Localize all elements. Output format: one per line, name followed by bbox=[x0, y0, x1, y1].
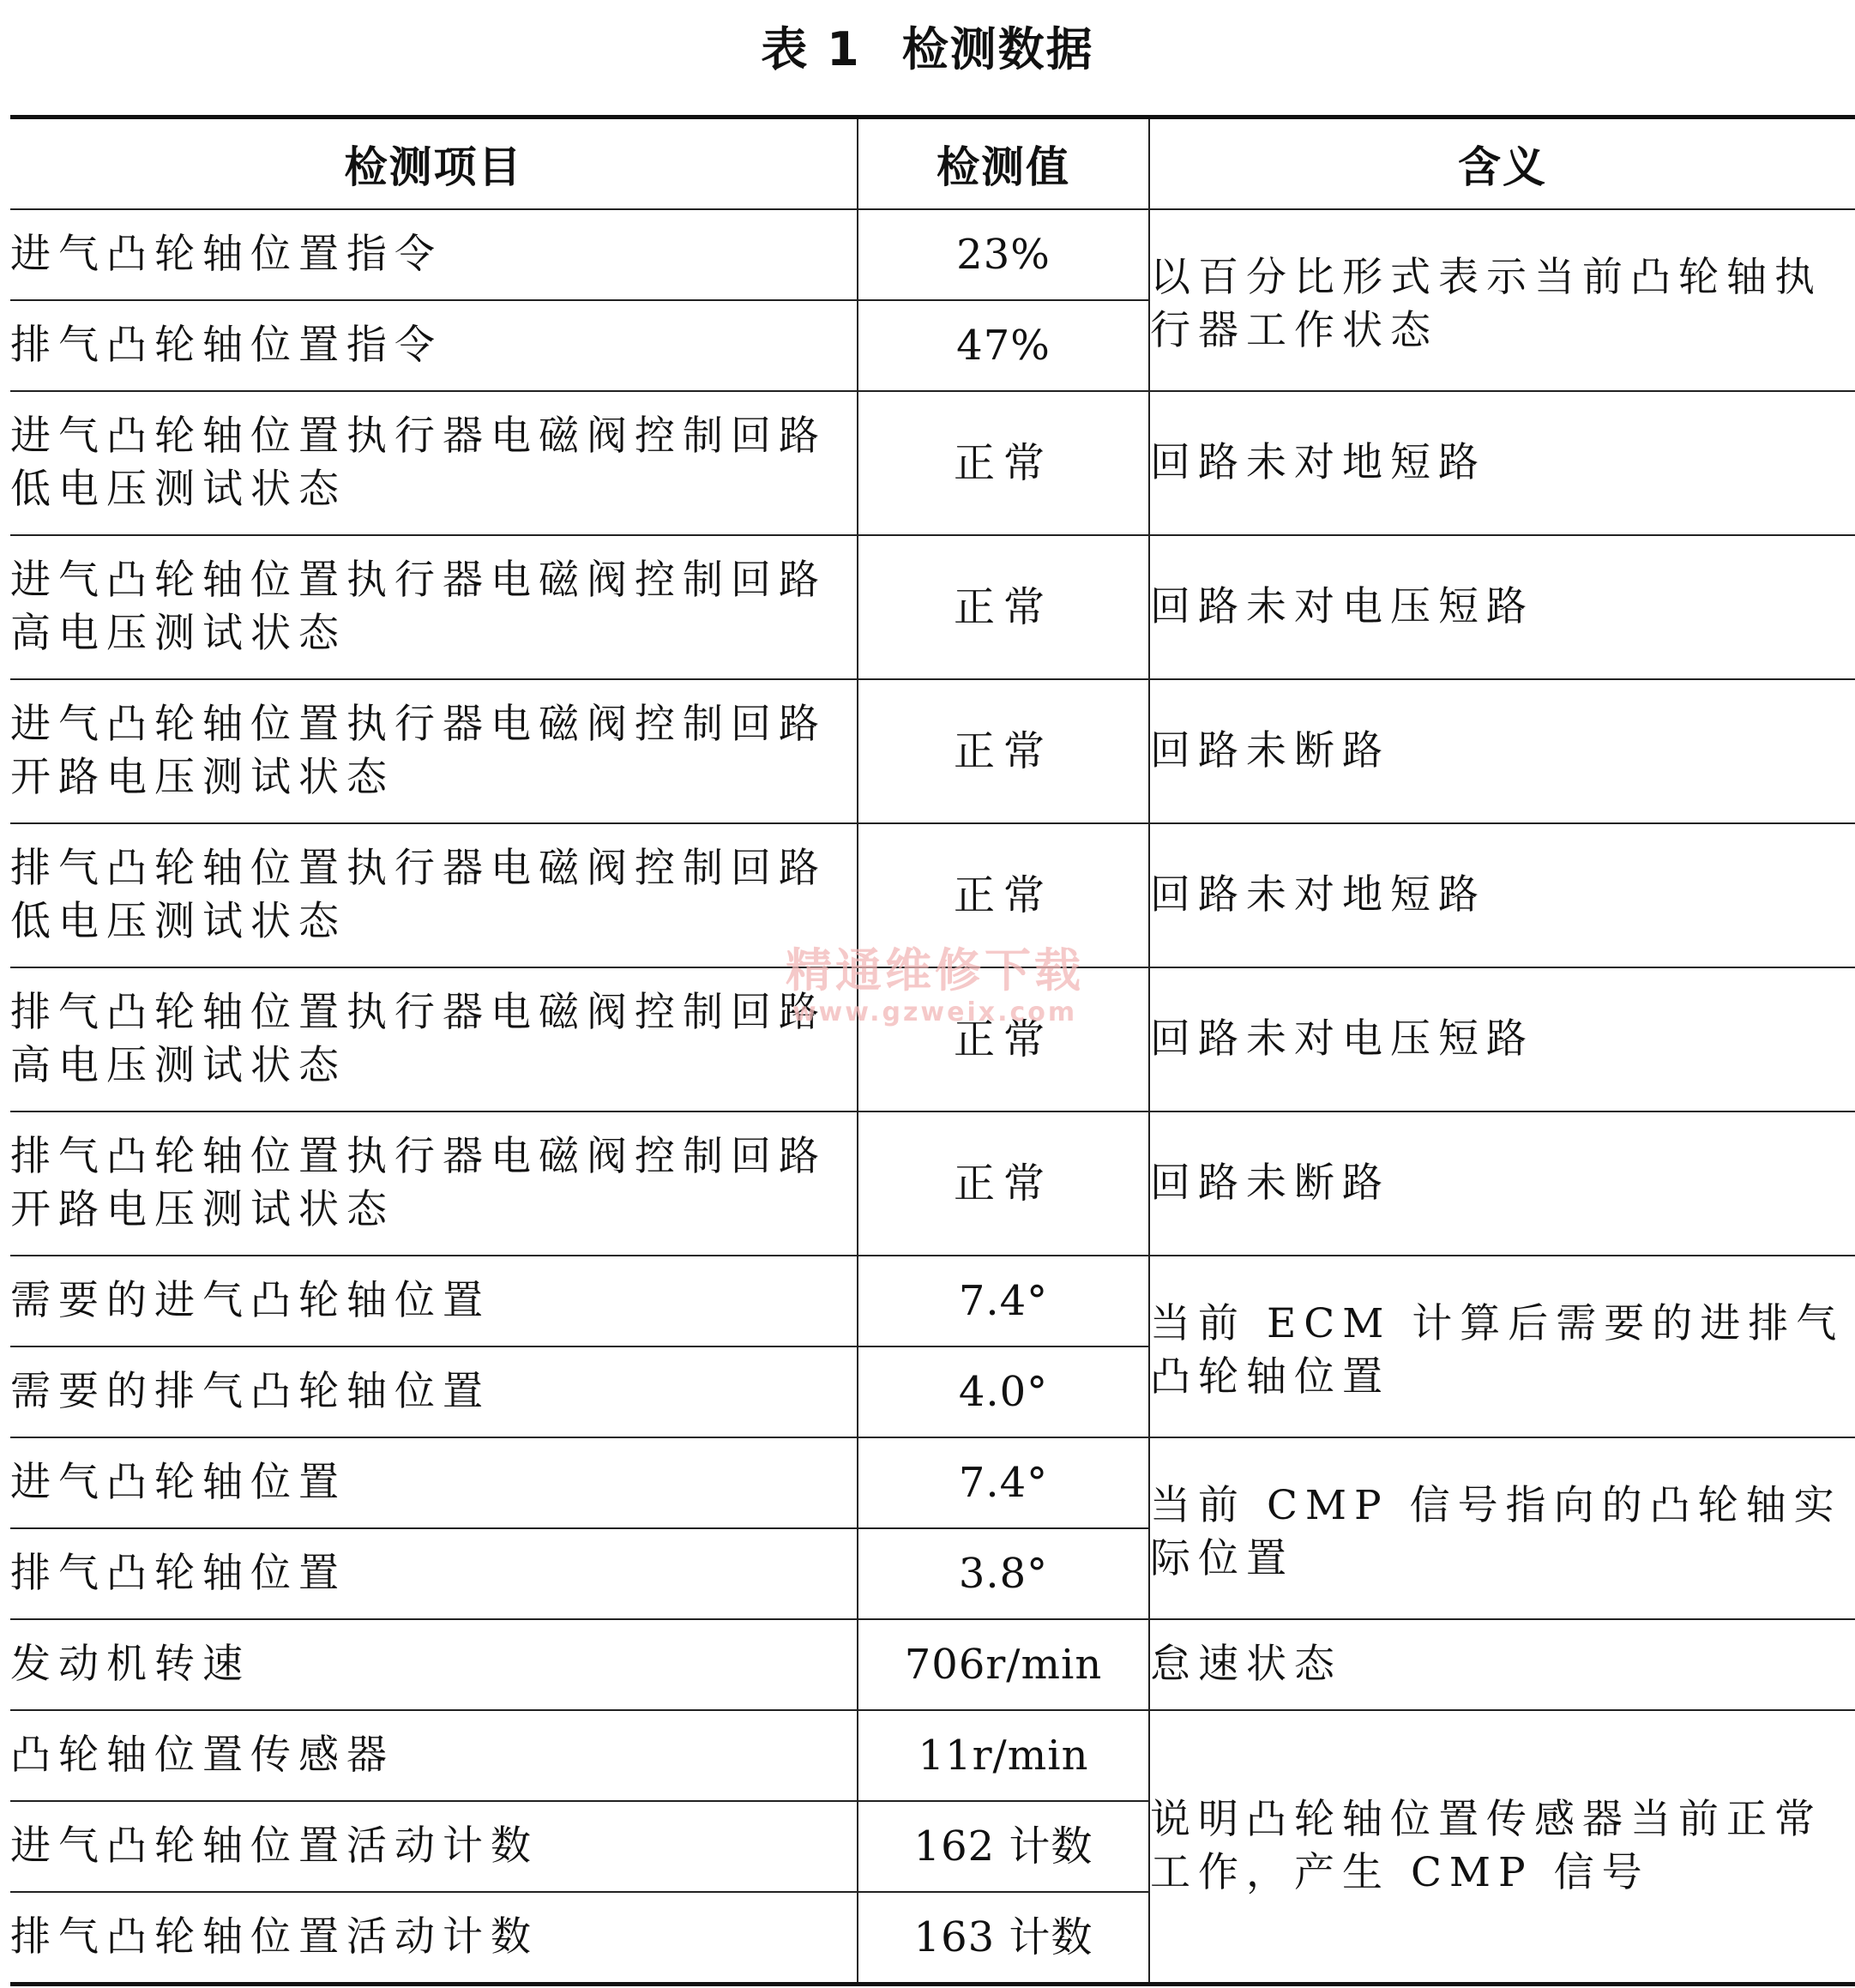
row-value: 7.4° bbox=[858, 1437, 1149, 1528]
row-value: 3.8° bbox=[858, 1528, 1149, 1619]
header-item: 检测项目 bbox=[10, 117, 858, 210]
inspection-data-table bbox=[10, 115, 1855, 1986]
caption-number: 表 1 bbox=[761, 22, 861, 76]
row-value: 正常 bbox=[858, 967, 1149, 1111]
row-value: 163 计数 bbox=[858, 1892, 1149, 1985]
row-meaning: 当前 CMP 信号指向的凸轮轴实际位置 bbox=[1149, 1437, 1855, 1619]
table-row bbox=[10, 1619, 1855, 1710]
row-item: 排气凸轮轴位置 bbox=[10, 1528, 858, 1619]
row-value: 正常 bbox=[858, 391, 1149, 535]
row-value: 正常 bbox=[858, 823, 1149, 967]
header-row bbox=[10, 117, 1855, 210]
table-caption bbox=[0, 19, 1855, 81]
row-value: 7.4° bbox=[858, 1256, 1149, 1346]
row-item: 进气凸轮轴位置 bbox=[10, 1437, 858, 1528]
row-value: 正常 bbox=[858, 679, 1149, 823]
table-row bbox=[10, 679, 1855, 823]
row-item: 需要的进气凸轮轴位置 bbox=[10, 1256, 858, 1346]
row-item: 发动机转速 bbox=[10, 1619, 858, 1710]
table-row bbox=[10, 535, 1855, 679]
row-value: 47% bbox=[858, 300, 1149, 391]
watermark-text: 精通维修下载 bbox=[786, 943, 1084, 997]
watermark-url: www.gzweix.com bbox=[792, 997, 1078, 1027]
row-meaning: 怠速状态 bbox=[1149, 1619, 1855, 1710]
row-item: 排气凸轮轴位置指令 bbox=[10, 300, 858, 391]
header-meaning: 含义 bbox=[1149, 117, 1855, 210]
row-item: 需要的排气凸轮轴位置 bbox=[10, 1346, 858, 1437]
row-value: 706r/min bbox=[858, 1619, 1149, 1710]
row-value: 正常 bbox=[858, 535, 1149, 679]
table-row bbox=[10, 1437, 1855, 1528]
table-row bbox=[10, 823, 1855, 967]
row-value: 162 计数 bbox=[858, 1801, 1149, 1892]
row-meaning: 以百分比形式表示当前凸轮轴执行器工作状态 bbox=[1149, 209, 1855, 391]
row-value: 11r/min bbox=[858, 1710, 1149, 1801]
table-row bbox=[10, 1111, 1855, 1256]
row-item: 进气凸轮轴位置执行器电磁阀控制回路低电压测试状态 bbox=[10, 391, 858, 535]
row-meaning: 回路未对地短路 bbox=[1149, 823, 1855, 967]
row-meaning: 回路未对电压短路 bbox=[1149, 967, 1855, 1111]
row-item: 进气凸轮轴位置活动计数 bbox=[10, 1801, 858, 1892]
row-meaning: 回路未断路 bbox=[1149, 1111, 1855, 1256]
row-item: 进气凸轮轴位置指令 bbox=[10, 209, 858, 300]
row-meaning: 当前 ECM 计算后需要的进排气凸轮轴位置 bbox=[1149, 1256, 1855, 1437]
row-item: 排气凸轮轴位置执行器电磁阀控制回路高电压测试状态 bbox=[10, 967, 858, 1111]
row-value: 23% bbox=[858, 209, 1149, 300]
row-meaning: 说明凸轮轴位置传感器当前正常工作，产生 CMP 信号 bbox=[1149, 1710, 1855, 1985]
row-meaning: 回路未对地短路 bbox=[1149, 391, 1855, 535]
table-row bbox=[10, 967, 1855, 1111]
row-item: 排气凸轮轴位置活动计数 bbox=[10, 1892, 858, 1985]
row-item: 凸轮轴位置传感器 bbox=[10, 1710, 858, 1801]
row-item: 进气凸轮轴位置执行器电磁阀控制回路开路电压测试状态 bbox=[10, 679, 858, 823]
row-meaning: 回路未对电压短路 bbox=[1149, 535, 1855, 679]
table-row bbox=[10, 1256, 1855, 1346]
row-item: 进气凸轮轴位置执行器电磁阀控制回路高电压测试状态 bbox=[10, 535, 858, 679]
row-value: 正常 bbox=[858, 1111, 1149, 1256]
table-row bbox=[10, 1710, 1855, 1801]
table-row bbox=[10, 209, 1855, 300]
row-value: 4.0° bbox=[858, 1346, 1149, 1437]
table-row bbox=[10, 391, 1855, 535]
row-item: 排气凸轮轴位置执行器电磁阀控制回路低电压测试状态 bbox=[10, 823, 858, 967]
row-meaning: 回路未断路 bbox=[1149, 679, 1855, 823]
row-item: 排气凸轮轴位置执行器电磁阀控制回路开路电压测试状态 bbox=[10, 1111, 858, 1256]
header-value: 检测值 bbox=[858, 117, 1149, 210]
caption-title: 检测数据 bbox=[901, 22, 1094, 76]
